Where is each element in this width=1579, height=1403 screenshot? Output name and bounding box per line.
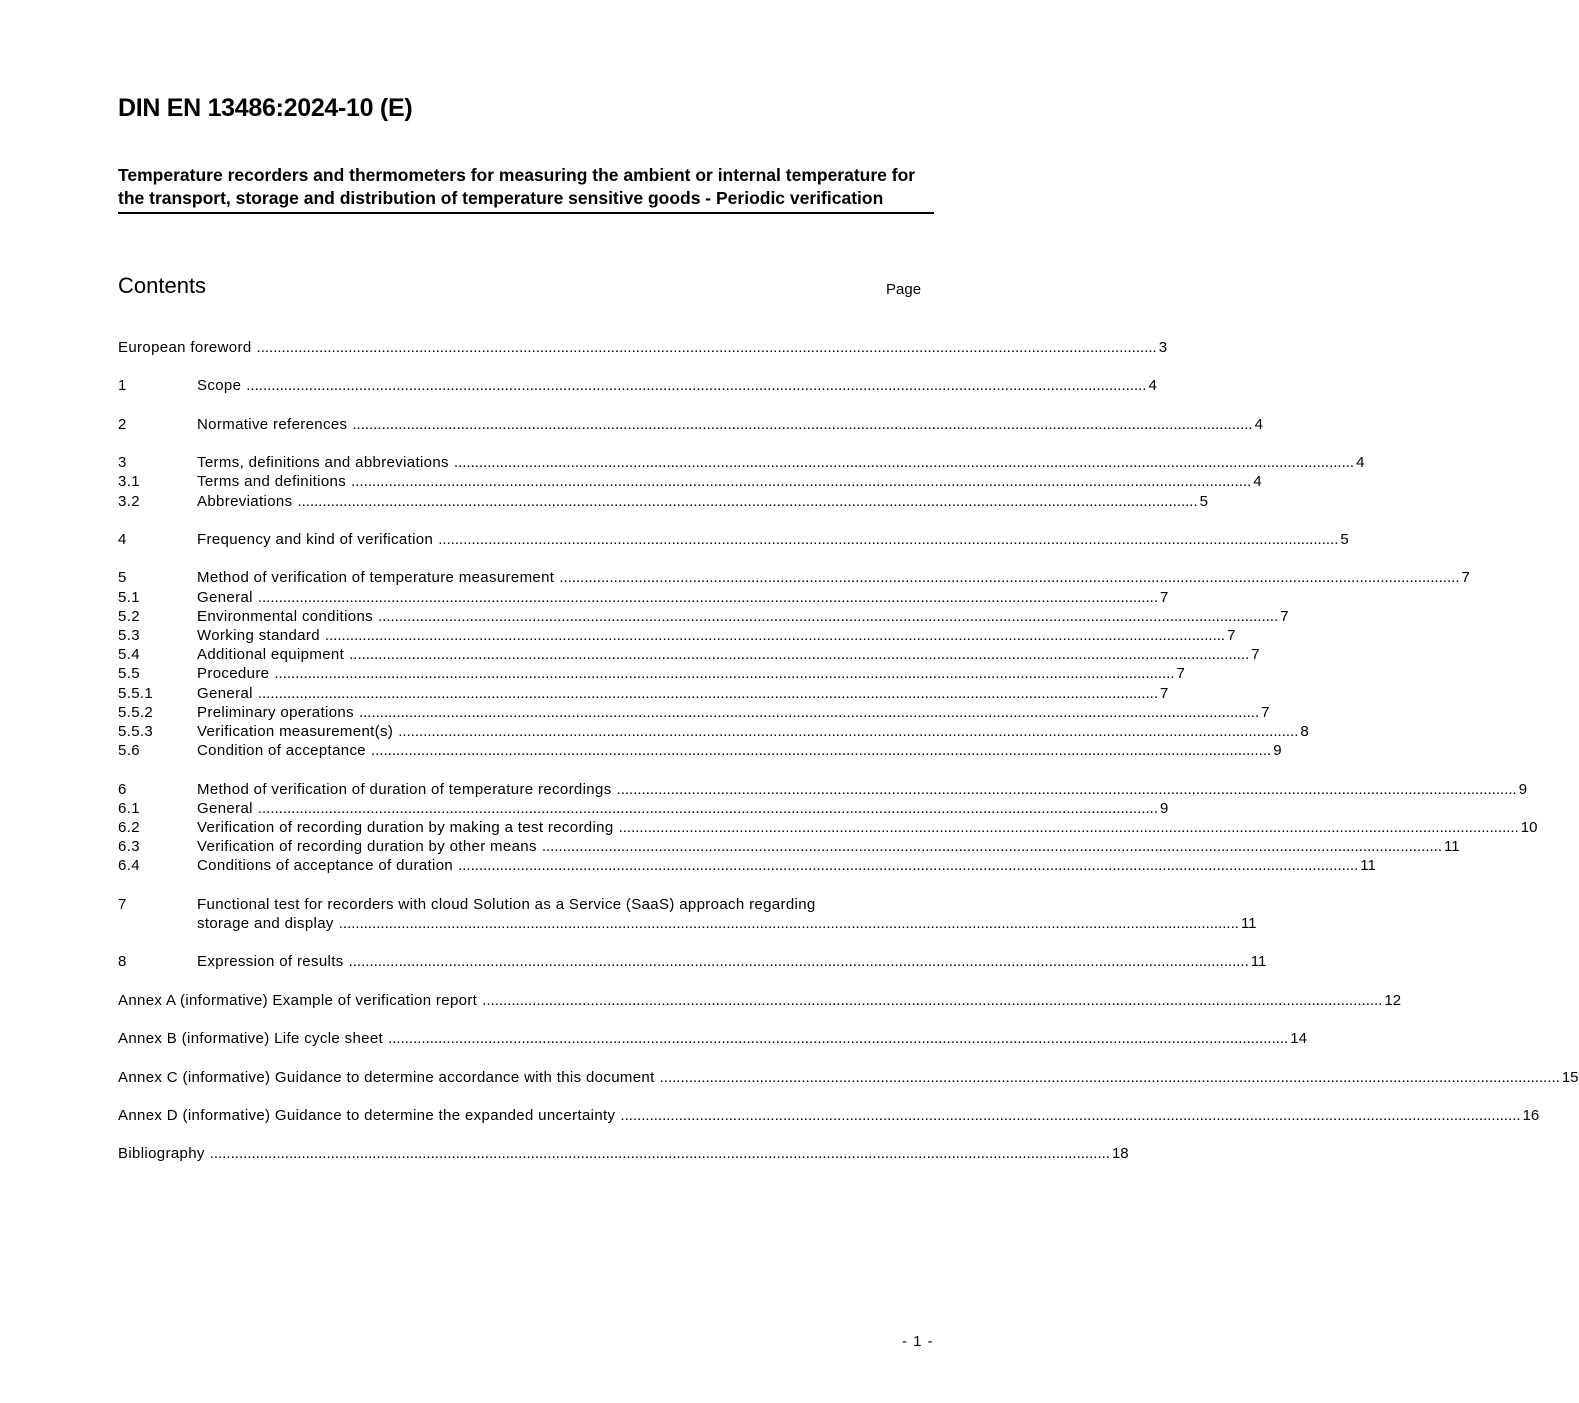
dot-leader	[351, 472, 1251, 491]
toc-entry[interactable]	[118, 780, 1528, 799]
dot-leader	[620, 1106, 1520, 1125]
toc-entry[interactable]	[118, 741, 1282, 760]
dot-leader	[258, 684, 1158, 703]
toc-page-number: 4	[1253, 473, 1262, 491]
toc-page-number: 7	[1176, 665, 1185, 683]
dot-leader	[246, 376, 1146, 395]
toc-page-number: 4	[1148, 377, 1157, 395]
dot-leader	[274, 664, 1174, 683]
toc-entry[interactable]	[118, 472, 1262, 491]
dot-leader	[349, 645, 1249, 664]
toc-page-number: 9	[1160, 799, 1169, 817]
contents-heading: Contents	[118, 273, 207, 298]
dot-leader	[378, 607, 1278, 626]
toc-group	[118, 780, 1538, 876]
toc-entry-multiline[interactable]	[118, 895, 1257, 933]
toc-title: Annex B (informative) Life cycle sheet	[118, 1030, 384, 1048]
dot-leader	[398, 722, 1298, 741]
toc-number: 5.5.3	[118, 722, 154, 740]
toc-entry[interactable]	[118, 415, 1263, 434]
toc-number: 5.5.1	[118, 684, 154, 702]
toc-group	[118, 895, 1257, 933]
toc-number: 5.2	[118, 607, 140, 625]
toc-number: 5.3	[118, 626, 140, 644]
toc-entry[interactable]	[118, 684, 1169, 703]
dot-leader	[458, 856, 1358, 875]
toc-title: Conditions of acceptance of duration	[197, 857, 454, 875]
toc-number: 5.1	[118, 588, 140, 606]
toc-title: Terms and definitions	[197, 473, 347, 491]
toc-entry[interactable]	[118, 1144, 1129, 1163]
dot-leader	[438, 530, 1338, 549]
toc-entry[interactable]	[118, 1029, 1307, 1048]
toc-page-number: 12	[1384, 991, 1402, 1009]
toc-title: Abbreviations	[197, 492, 293, 510]
toc-entry[interactable]	[118, 818, 1538, 837]
toc-page-number: 4	[1254, 415, 1263, 433]
toc-entry[interactable]	[118, 568, 1470, 587]
toc-number: 2	[118, 415, 127, 433]
toc-page-number: 15	[1561, 1068, 1579, 1086]
toc-entry[interactable]	[118, 991, 1402, 1010]
toc-group	[118, 376, 1157, 395]
toc-page-number: 5	[1340, 530, 1349, 548]
toc-number: 6	[118, 780, 127, 798]
toc-group	[118, 1068, 1579, 1087]
toc-title: Normative references	[197, 415, 348, 433]
dot-leader	[388, 1029, 1288, 1048]
toc-entry[interactable]	[118, 453, 1365, 472]
toc-title: Frequency and kind of verification	[197, 530, 434, 548]
toc-number: 3.1	[118, 473, 140, 491]
toc-group	[118, 453, 1365, 511]
toc-entry[interactable]	[118, 338, 1168, 357]
toc-page-number: 11	[1250, 953, 1267, 971]
document-title: Temperature recorders and thermometers for measuring the ambient or internal temperature for the transport, storage and distribution of temperature sensitive goods - Periodic verification	[118, 164, 934, 214]
toc-page-number: 16	[1522, 1106, 1540, 1124]
dot-leader	[542, 837, 1442, 856]
toc-entry[interactable]	[118, 607, 1289, 626]
dot-leader	[454, 453, 1354, 472]
dot-leader	[257, 338, 1157, 357]
toc-title: Procedure	[197, 665, 270, 683]
toc-page-number: 8	[1300, 722, 1309, 740]
toc-entry[interactable]	[118, 492, 1208, 511]
toc-title: Verification of recording duration by making a test recording	[197, 818, 614, 836]
toc-entry[interactable]	[118, 837, 1460, 856]
toc-title: Annex D (informative) Guidance to determine the expanded uncertainty	[118, 1106, 616, 1124]
toc-group	[118, 991, 1402, 1010]
toc-number: 5.4	[118, 646, 140, 664]
toc-number: 6.1	[118, 799, 140, 817]
toc-number: 5	[118, 569, 127, 587]
toc-group	[118, 952, 1267, 971]
toc-number: 6.2	[118, 818, 140, 836]
toc-page-number: 9	[1273, 742, 1282, 760]
toc-title: Environmental conditions	[197, 607, 373, 625]
toc-title-line1: Functional test for recorders with cloud Solution as a Service (SaaS) approach regarding	[197, 895, 816, 913]
dot-leader	[617, 780, 1517, 799]
toc-page-number: 7	[1227, 626, 1236, 644]
dot-leader	[210, 1144, 1110, 1163]
toc-number: 7	[118, 895, 127, 913]
toc-number: 3	[118, 454, 127, 472]
dot-leader	[660, 1068, 1560, 1087]
toc-entry[interactable]	[118, 1106, 1540, 1125]
toc-page-number: 7	[1261, 703, 1270, 721]
toc-entry[interactable]	[118, 722, 1309, 741]
toc-title: Preliminary operations	[197, 703, 354, 721]
dot-leader	[559, 568, 1459, 587]
toc-page-number: 3	[1158, 339, 1168, 356]
toc-title: Expression of results	[197, 953, 344, 971]
toc-number: 6.4	[118, 857, 140, 875]
dot-leader	[482, 991, 1382, 1010]
toc-title: Method of verification of duration of temperature recordings	[197, 780, 612, 798]
toc-title: Scope	[197, 377, 242, 395]
toc-entry[interactable]	[118, 645, 1260, 664]
toc-page-number: 11	[1240, 914, 1257, 932]
toc-page-number: 10	[1520, 818, 1538, 836]
toc-page-number: 9	[1518, 780, 1528, 798]
toc-number: 5.5.2	[118, 703, 154, 721]
toc-entry[interactable]	[118, 799, 1169, 818]
toc-entry-line	[118, 914, 1257, 933]
toc-page-number: 18	[1111, 1145, 1129, 1163]
dot-leader	[297, 492, 1197, 511]
toc-title: Additional equipment	[197, 646, 345, 664]
dot-leader	[619, 818, 1519, 837]
document-id: DIN EN 13486:2024-10 (E)	[118, 94, 413, 122]
toc-title: Working standard	[197, 626, 320, 644]
toc-page-number: 7	[1160, 684, 1169, 702]
toc-number: 3.2	[118, 492, 140, 510]
dot-leader	[339, 914, 1239, 933]
dot-leader	[349, 952, 1249, 971]
toc-title: Condition of acceptance	[197, 742, 366, 760]
toc-title: General	[197, 684, 253, 702]
toc-number: 8	[118, 953, 127, 971]
toc-title: Terms, definitions and abbreviations	[197, 454, 449, 472]
toc-group	[118, 530, 1349, 549]
toc-group	[118, 415, 1263, 434]
toc-entry[interactable]	[118, 914, 1257, 933]
page-column-label: Page	[886, 281, 922, 298]
toc-number: 5.6	[118, 742, 140, 760]
toc-group	[118, 338, 1168, 357]
toc-group	[118, 1144, 1129, 1163]
toc-page-number: 7	[1280, 607, 1289, 625]
toc-title: General	[197, 799, 253, 817]
toc-entry[interactable]	[118, 626, 1236, 645]
toc-entry-line	[118, 895, 921, 914]
toc-page-number: 4	[1356, 454, 1365, 472]
dot-leader	[359, 703, 1259, 722]
page-number: - 1 -	[902, 1333, 934, 1350]
toc-entry[interactable]	[118, 376, 1157, 395]
toc-title: Annex C (informative) Guidance to determine accordance with this document	[118, 1068, 655, 1086]
toc-number: 1	[118, 377, 127, 395]
toc-group	[118, 1106, 1540, 1125]
toc-entry[interactable]	[118, 664, 1185, 683]
toc-group	[118, 568, 1470, 760]
toc-title: European foreword	[118, 339, 252, 356]
toc-entry[interactable]	[118, 952, 1267, 971]
dot-leader	[371, 741, 1271, 760]
toc-title: storage and display	[197, 914, 334, 932]
dot-leader	[258, 588, 1158, 607]
toc-title: Bibliography	[118, 1145, 205, 1163]
toc-page-number: 5	[1199, 492, 1208, 510]
toc-title: Verification of recording duration by other means	[197, 838, 537, 856]
toc-number: 4	[118, 530, 127, 548]
toc-group	[118, 1029, 1307, 1048]
toc-number: 5.5	[118, 665, 140, 683]
toc-title: Verification measurement(s)	[197, 722, 394, 740]
toc-page-number: 14	[1290, 1030, 1307, 1048]
toc-entry[interactable]	[118, 530, 1349, 549]
toc-page-number: 7	[1160, 588, 1169, 606]
toc-page-number: 11	[1360, 857, 1376, 875]
toc-entry[interactable]	[118, 1068, 1579, 1087]
toc-number: 6.3	[118, 838, 140, 856]
dot-leader	[352, 415, 1252, 434]
dot-leader	[258, 799, 1158, 818]
toc-title: General	[197, 588, 253, 606]
toc-title: Method of verification of temperature measurement	[197, 569, 555, 587]
toc-page-number: 7	[1251, 646, 1260, 664]
toc-entry[interactable]	[118, 703, 1270, 722]
toc-page-number: 11	[1444, 838, 1460, 856]
toc-page-number: 7	[1461, 569, 1470, 587]
toc-entry[interactable]	[118, 856, 1376, 875]
dot-leader	[325, 626, 1225, 645]
toc-entry[interactable]	[118, 588, 1169, 607]
table-of-contents	[118, 338, 1579, 1183]
toc-title: Annex A (informative) Example of verification report	[118, 991, 478, 1009]
